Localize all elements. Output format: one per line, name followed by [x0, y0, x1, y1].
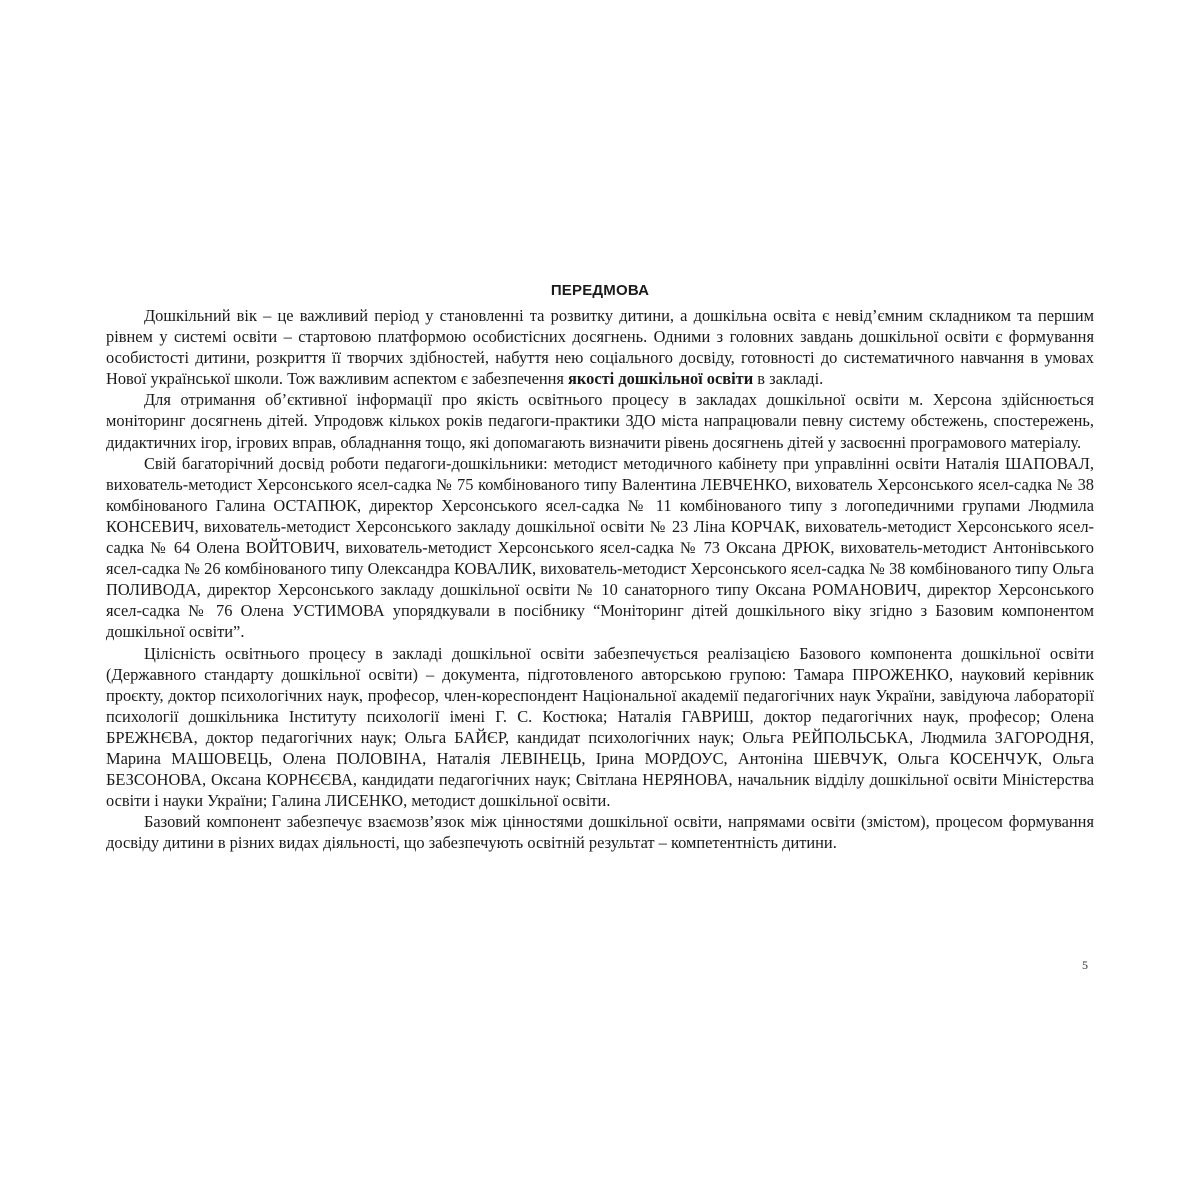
paragraph-intro-text-2: в закладі.	[753, 369, 824, 389]
paragraph-intro-text-1: Дошкільний вік – це важливий період у становленні та розвитку дитини, а дошкільна освіта є невід’ємним складником та першим рівнем у системі освіти – стартовою платформою особистісних досягнень. Одними з головних завдань дошкільної освіти є формування особистості дитини, розкриття її творчих здібностей, набуття нею соціального досвіду, готовності до систематичного навчання в умовах Нової української школи. Тож важливим аспектом є забезпечення	[106, 306, 1094, 389]
paragraph-intro-bold-term: якості дошкільної освіти	[568, 369, 754, 389]
paragraph-authors: Свій багаторічний досвід роботи педагоги-дошкільники: методист методичного кабінету при управлінні освіти Наталія ШАПОВАЛ, вихователь-методист Херсонського ясел-садка № 75 комбінованого типу Валентина ЛЕВЧЕНКО, вихователь Херсонського ясел-садка № 38 комбінованого Галина ОСТАПЮК, директор Херсонського ясел-садка № 11 комбінованого типу з логопедичними групами Людмила КОНСЕВИЧ, вихователь-методист Херсонського закладу дошкільної освіти № 23 Ліна КОРЧАК, вихователь-методист Херсонського ясел-садка № 64 Олена ВОЙТОВИЧ, вихователь-методист Херсонського ясел-садка № 73 Оксана ДРЮК, вихователь-методист Антонівського ясел-садка № 26 комбінованого типу Олександра КОВАЛИК, вихователь-методист Херсонського ясел-садка № 38 комбінованого типу Ольга ПОЛИВОДА, директор Херсонського закладу дошкільної освіти № 10 санаторного типу Оксана РОМАНОВИЧ, директор Херсонського ясел-садка № 76 Олена УСТИМОВА упорядкували в посібнику “Моніторинг дітей дошкільного віку згідно з Базовим компонентом дошкільної освіти”.	[106, 453, 1094, 642]
paragraph-base-component: Цілісність освітнього процесу в закладі дошкільної освіти забезпечується реалізацією Базового компонента дошкільної освіти (Державного стандарту дошкільної освіти) – документа, підготовленого авторською групою: Тамара ПІРОЖЕНКО, науковий керівник проєкту, доктор психологічних наук, професор, член-кореспондент Національної академії педагогічних наук України, завідуюча лабораторії психології дошкільника Інституту психології імені Г. С. Костюка; Наталія ГАВРИШ, доктор педагогічних наук, професор; Олена БРЕЖНЄВА, доктор педагогічних наук; Ольга БАЙЄР, кандидат психологічних наук; Ольга РЕЙПОЛЬСЬКА, Людмила ЗАГОРОДНЯ, Марина МАШОВЕЦЬ, Олена ПОЛОВІНА, Наталія ЛЕВІНЕЦЬ, Ірина МОРДОУС, Антоніна ШЕВЧУК, Ольга КОСЕНЧУК, Ольга БЕЗСОНОВА, Оксана КОРНЄЄВА, кандидати педагогічних наук; Світлана НЕРЯНОВА, начальник відділу дошкільної освіти Міністерства освіти і науки України; Галина ЛИСЕНКО, методист дошкільної освіти.	[106, 643, 1094, 811]
paragraph-monitoring: Для отримання об’єктивної інформації про якість освітнього процесу в закладах дошкільної освіти м. Херсона здійснюється моніторинг досягнень дітей. Упродовж кількох років педагоги-практики ЗДО міста напрацювали певну систему обстежень, спостережень, дидактичних ігор, ігрових вправ, обладнання тощо, які допомагають визначити рівень досягнень дітей у засвоєнні програмового матеріалу.	[106, 390, 1094, 452]
page-number: 5	[1082, 958, 1088, 972]
paragraph-intro	[106, 305, 1094, 389]
page-heading: ПЕРЕДМОВА	[550, 282, 650, 299]
paragraph-conclusion: Базовий компонент забезпечує взаємозв’язок між цінностями дошкільної освіти, напрямами освіти (змістом), процесом формування досвіду дитини в різних видах діяльності, що забезпечують освітній результат – компетентність дитини.	[106, 812, 1094, 853]
document-page	[106, 282, 1094, 853]
